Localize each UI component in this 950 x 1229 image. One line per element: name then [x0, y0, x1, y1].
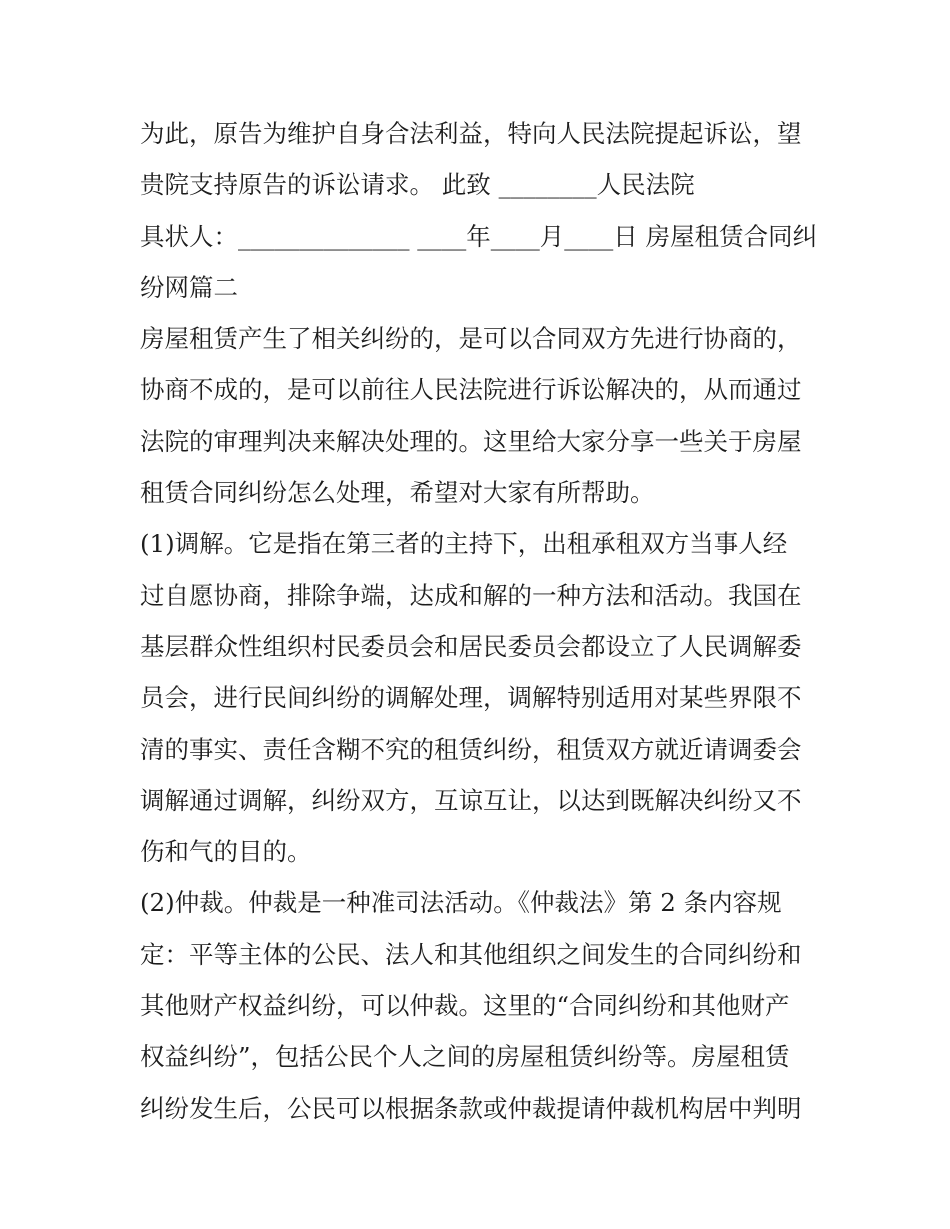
text-line: 纠纷发生后，公民可以根据条款或仲裁提请仲裁机构居中判明 — [140, 1093, 802, 1123]
text-line: 贵院支持原告的诉讼请求。 此致 ________人民法院 — [140, 170, 695, 200]
text-line: 其他财产权益纠纷，可以仲裁。这里的“合同纠纷和其他财产 — [140, 991, 790, 1021]
text-line: 调解通过调解，纠纷双方，互谅互让，以达到既解决纠纷又不 — [140, 785, 802, 815]
text-line: (1)调解。它是指在第三者的主持下，出租承租双方当事人经 — [140, 529, 788, 559]
text-line: 租赁合同纠纷怎么处理，希望对大家有所帮助。 — [140, 478, 655, 508]
text-line: 协商不成的，是可以前往人民法院进行诉讼解决的，从而通过 — [140, 375, 802, 405]
text-line: 房屋租赁产生了相关纠纷的，是可以合同双方先进行协商的， — [140, 324, 802, 354]
text-line: 员会，进行民间纠纷的调解处理，调解特别适用对某些界限不 — [140, 683, 802, 713]
text-line: 基层群众性组织村民委员会和居民委员会都设立了人民调解委 — [140, 631, 802, 661]
text-line: 为此，原告为维护自身合法利益，特向人民法院提起诉讼，望 — [140, 119, 802, 148]
text-line: 权益纠纷”，包括公民个人之间的房屋租赁纠纷等。房屋租赁 — [140, 1042, 790, 1072]
text-line: 过自愿协商，排除争端，达成和解的一种方法和活动。我国在 — [140, 580, 802, 610]
text-line: 纷网篇二 — [140, 272, 238, 302]
text-line: (2)仲裁。仲裁是一种准司法活动。《仲裁法》第 2 条内容规 — [140, 888, 782, 918]
text-line: 法院的审理判决来解决处理的。这里给大家分享一些关于房屋 — [140, 426, 802, 456]
text-line: 清的事实、责任含糊不究的租赁纠纷，租赁双方就近请调委会 — [140, 734, 802, 764]
text-line: 具状人：______________ ____年____月____日 房屋租赁合同纠 — [140, 221, 818, 251]
text-line: 伤和气的目的。 — [140, 837, 312, 867]
text-line: 定：平等主体的公民、法人和其他组织之间发生的合同纠纷和 — [140, 939, 802, 969]
document-page — [140, 108, 820, 1134]
